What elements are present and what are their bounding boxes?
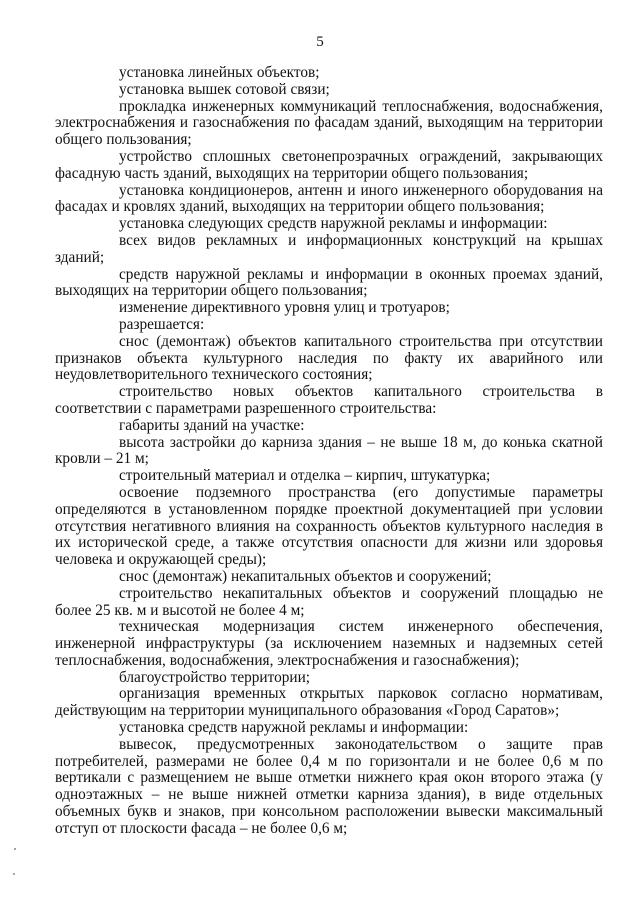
paragraph: устройство сплошных светонепрозрачных ограждений, закрывающих фасадную часть зданий, выходящих на территории общего пользования; [55,147,603,182]
scan-speck [13,873,15,875]
paragraph: снос (демонтаж) некапитальных объектов и сооружений; [119,567,492,585]
paragraph: освоение подземного пространства (его допустимые параметры определяются в установленном порядке проектной документацией при условии отсутствия негативного влияния на сохранность объектов культурного наследия в их исторической среде, а также отсутствия опасности для жизни или здоровья человека и окружающей среды); [55,483,603,569]
page-number: 5 [316,34,324,50]
paragraph: изменение директивного уровня улиц и тротуаров; [119,299,450,317]
paragraph: средств наружной рекламы и информации в оконных проемах зданий, выходящих на территории общего пользования; [55,265,603,300]
document-body [55,65,603,838]
paragraph: установка вышек сотовой связи; [119,80,330,98]
paragraph: техническая модернизация систем инженерного обеспечения, инженерной инфраструктуры (за исключением наземных и надземных сетей теплоснабжения, водоснабжения, электроснабжения и газоснабжения); [55,618,603,669]
paragraph: установка следующих средств наружной рекламы и информации: [119,215,548,233]
paragraph: строительство некапитальных объектов и сооружений площадью не более 25 кв. м и высотой не более 4 м; [55,584,603,619]
paragraph: строительство новых объектов капитального строительства в соответствии с параметрами разрешенного строительства: [55,383,603,417]
paragraph: установка линейных объектов; [119,64,320,81]
paragraph: прокладка инженерных коммуникаций теплоснабжения, водоснабжения, электроснабжения и газоснабжения по фасадам зданий, выходящим на территории общего пользования; [55,97,603,149]
paragraph: разрешается: [119,315,205,333]
paragraph: всех видов рекламных и информационных конструкций на крышах зданий; [55,231,603,266]
paragraph: установка кондиционеров, антенн и иного инженерного оборудования на фасадах и кровлях зданий, выходящих на территории общего пользования; [55,181,603,216]
paragraph: установка средств наружной рекламы и информации: [119,719,469,737]
paragraph: габариты зданий на участке: [119,416,305,434]
paragraph: вывесок, предусмотренных законодательством о защите прав потребителей, размерами не более 0,4 м по горизонтали и не более 0,6 м по вертикали с размещением не выше отметки нижнего края окон второго этажа (у одноэтажных – не выше нижней отметки карниза здания), в виде отдельных объемных букв и знаков, при консольном расположении вывески максимальный отступ от плоскости фасада – не более 0,6 м; [55,735,603,837]
paragraph: строительный материал и отделка – кирпич, штукатурка; [119,467,491,485]
paragraph: высота застройки до карниза здания – не выше 18 м, до конька скатной кровли – 21 м; [55,433,603,468]
scan-speck [14,848,16,850]
paragraph: организация временных открытых парковок согласно нормативам, действующим на территории муниципального образования «Город Саратов»; [55,685,603,720]
paragraph: благоустройство территории; [119,668,311,686]
paragraph: снос (демонтаж) объектов капитального строительства при отсутствии признаков объекта культурного наследия по факту их аварийного или неудовлетворительного технического состояния; [55,332,603,384]
